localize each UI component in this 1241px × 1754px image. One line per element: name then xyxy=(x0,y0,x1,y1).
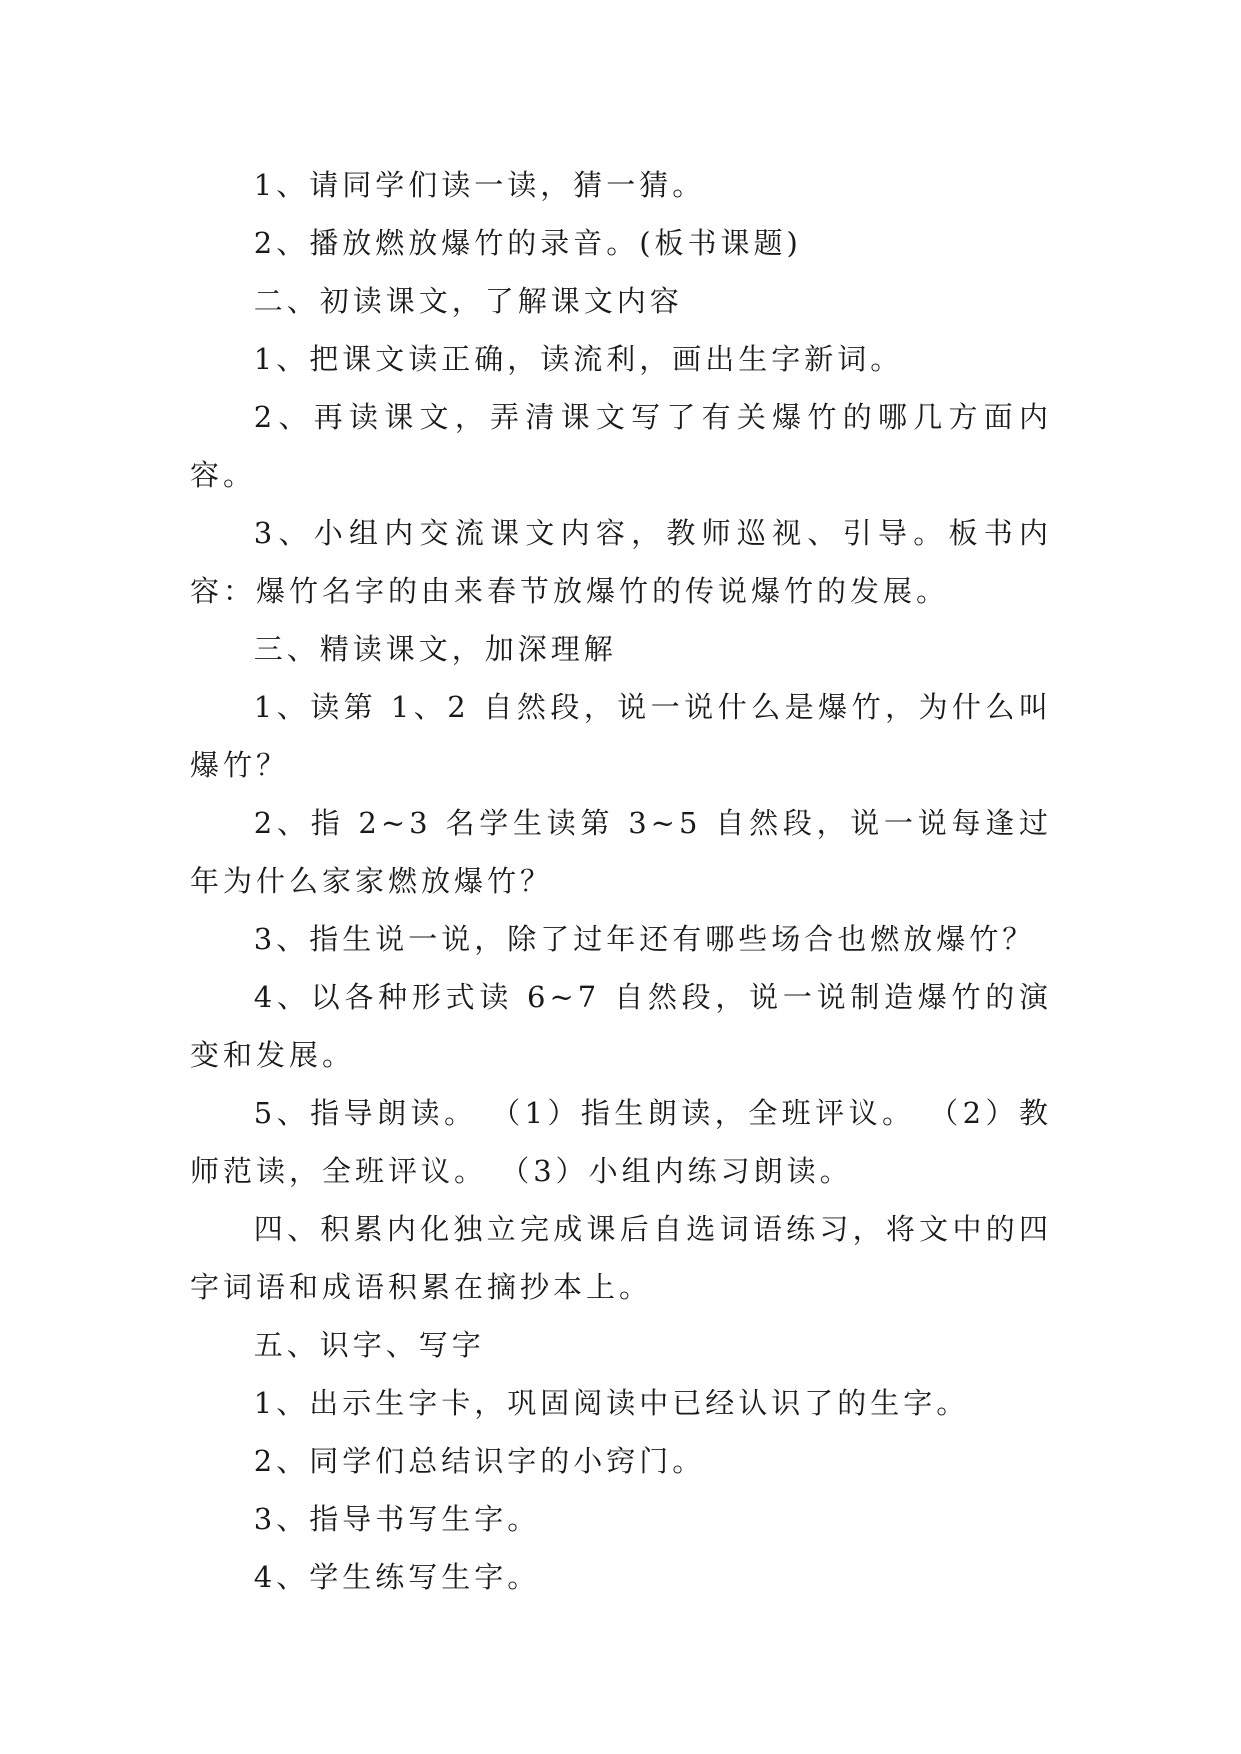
document-body xyxy=(190,156,1052,1606)
paragraph: 4、学生练写生字。 xyxy=(253,1560,541,1594)
paragraph: 1、把课文读正确，读流利，画出生字新词。 xyxy=(253,342,904,376)
paragraph: 3、指生说一说，除了过年还有哪些场合也燃放爆竹？ xyxy=(253,922,1036,956)
section-heading: 五、识字、写字 xyxy=(253,1328,485,1362)
paragraph: 2、同学们总结识字的小窍门。 xyxy=(253,1444,706,1478)
paragraph: 1、出示生字卡，巩固阅读中已经认识了的生字。 xyxy=(253,1386,970,1420)
paragraph: 2、再读课文，弄清课文写了有关爆竹的哪几方面内容。 xyxy=(190,400,1052,492)
paragraph: 4、以各种形式读 6~7 自然段，说一说制造爆竹的演变和发展。 xyxy=(190,980,1052,1072)
paragraph: 2、指 2~3 名学生读第 3~5 自然段，说一说每逢过年为什么家家燃放爆竹？ xyxy=(190,806,1052,898)
paragraph: 5、指导朗读。 （1）指生朗读，全班评议。 （2）教师范读，全班评议。 （3）小组内练习朗读。 xyxy=(190,1096,1052,1188)
paragraph: 2、播放燃放爆竹的录音。(板书课题) xyxy=(253,226,802,260)
section-heading: 二、初读课文，了解课文内容 xyxy=(253,284,683,318)
paragraph: 3、指导书写生字。 xyxy=(253,1502,541,1536)
paragraph: 1、请同学们读一读，猜一猜。 xyxy=(253,168,706,202)
section-heading: 三、精读课文，加深理解 xyxy=(253,632,617,666)
section-heading: 四、积累内化独立完成课后自选词语练习，将文中的四字词语和成语积累在摘抄本上。 xyxy=(190,1212,1052,1304)
paragraph: 1、读第 1、2 自然段，说一说什么是爆竹，为什么叫爆竹？ xyxy=(190,690,1052,782)
paragraph: 3、小组内交流课文内容，教师巡视、引导。板书内容：爆竹名字的由来春节放爆竹的传说爆竹的发展。 xyxy=(190,516,1052,608)
